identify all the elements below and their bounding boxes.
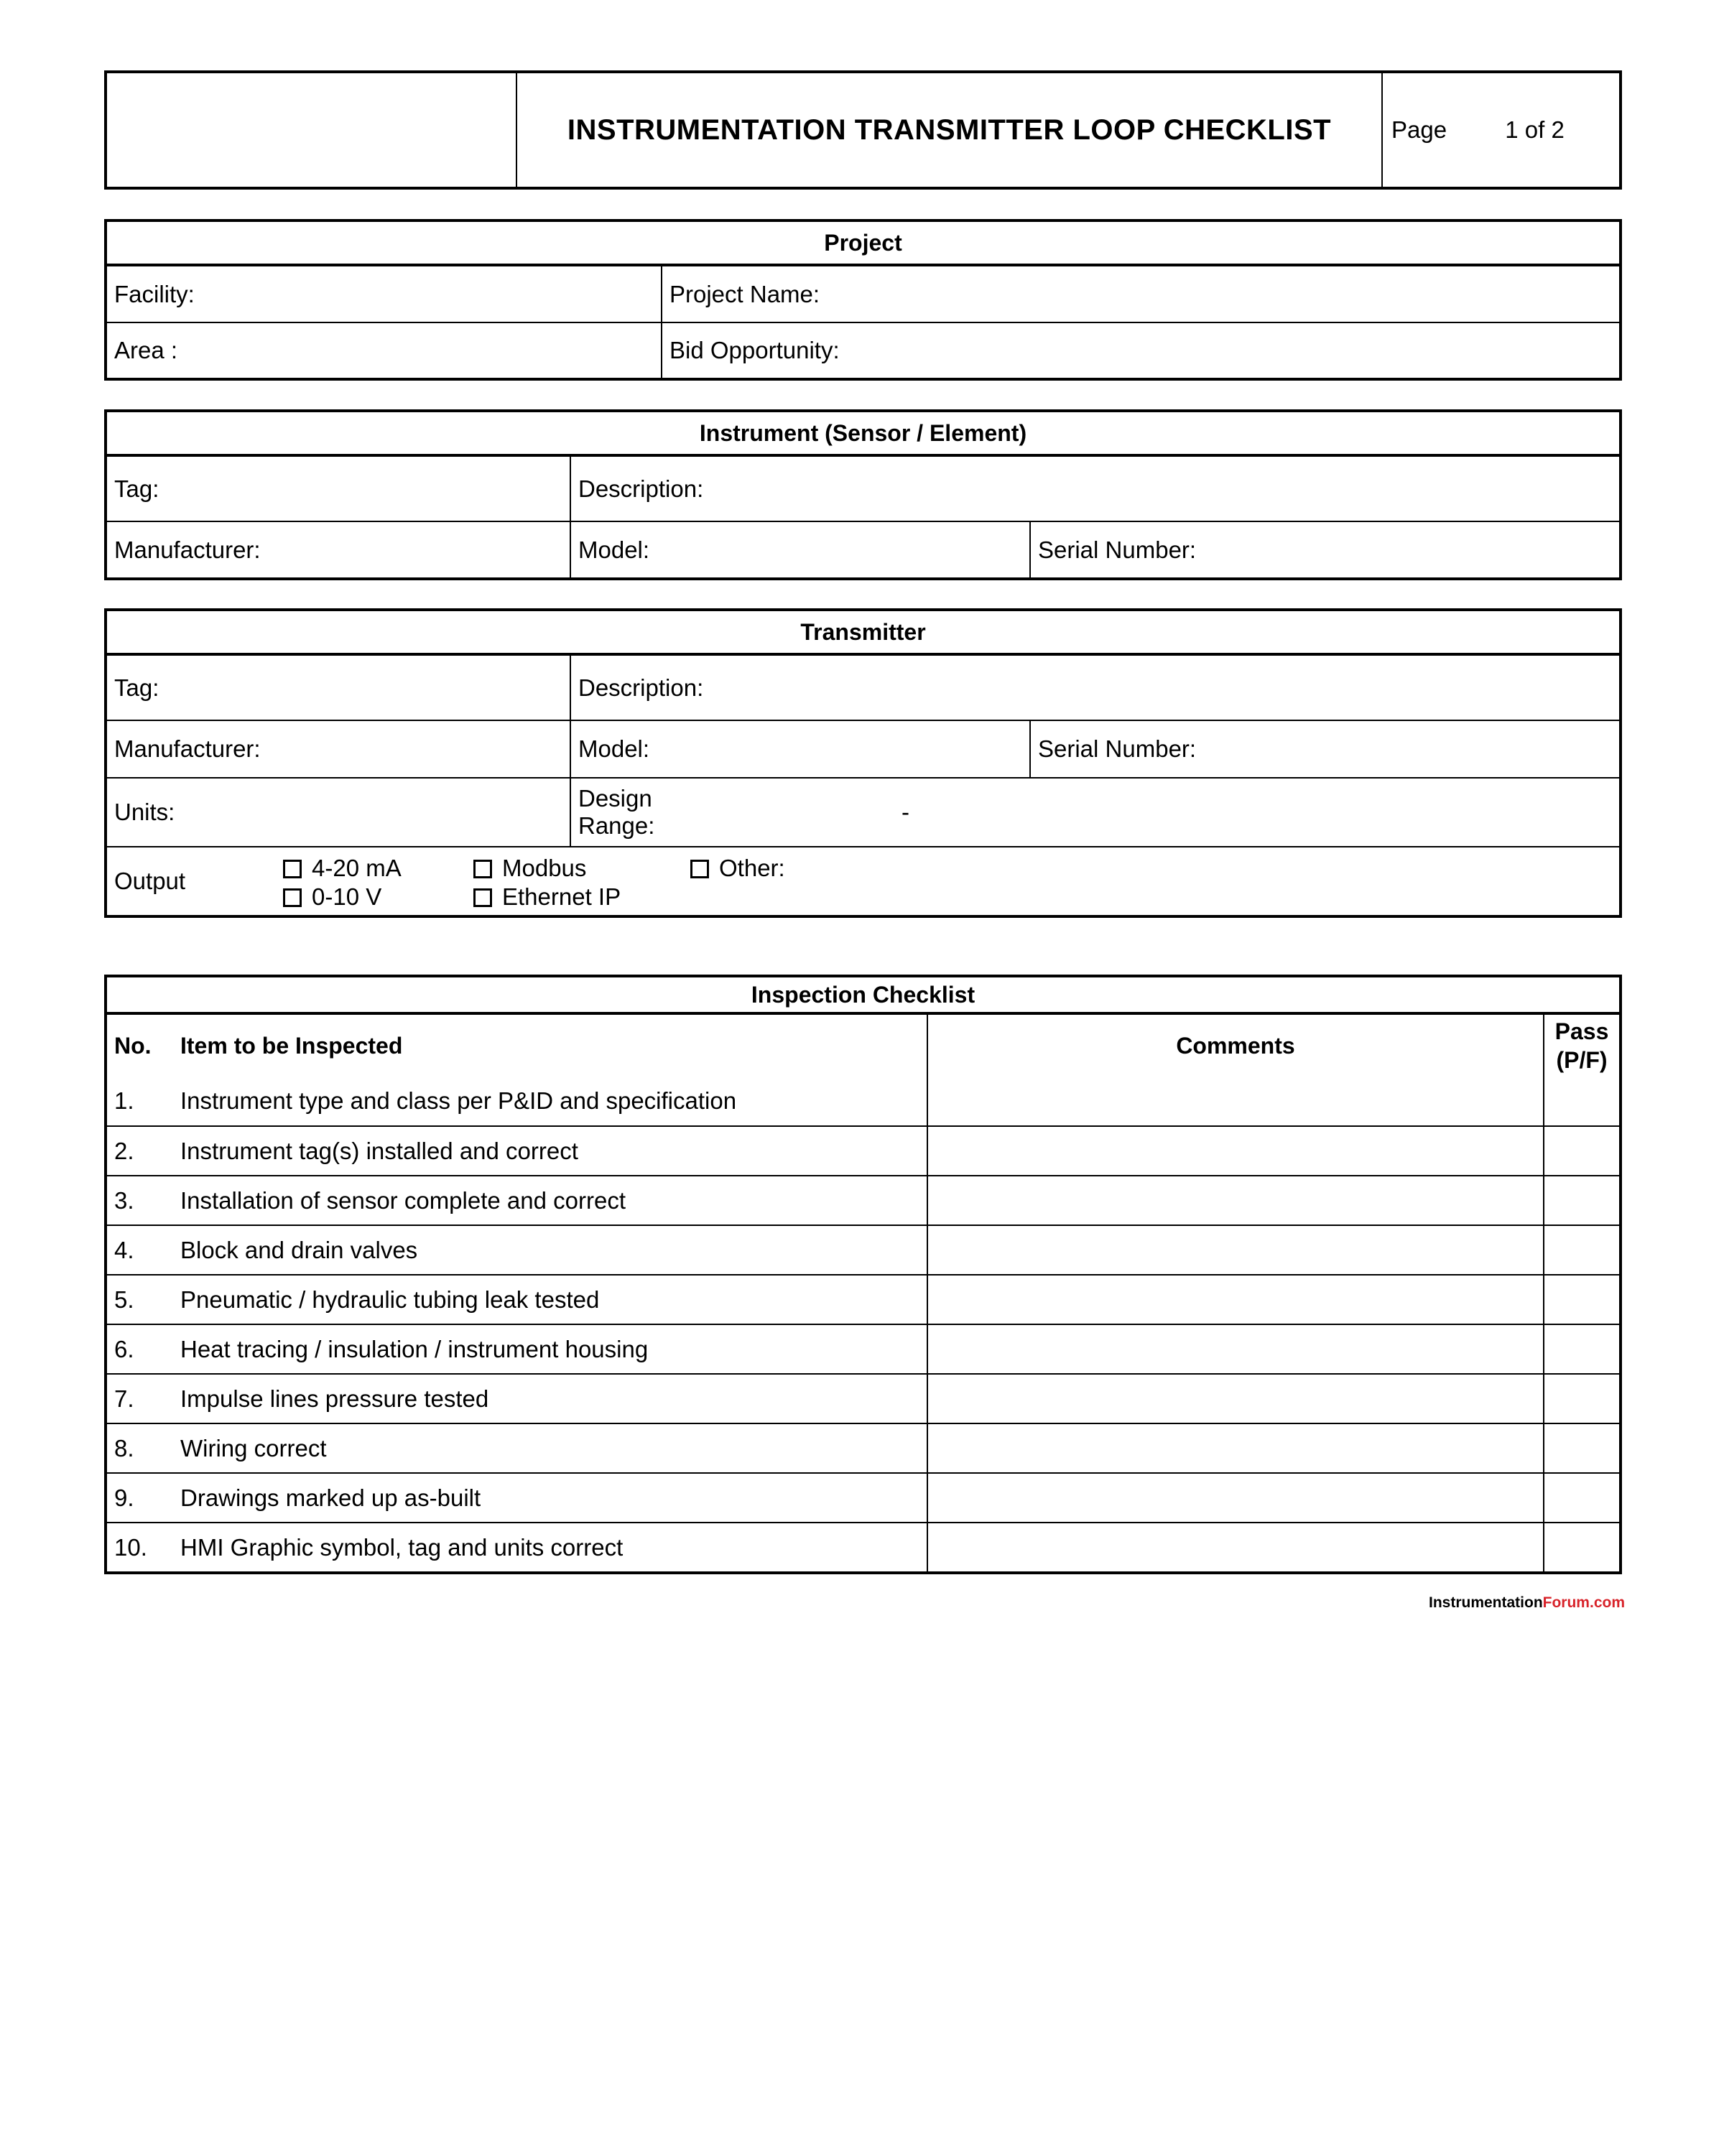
table-row: [107, 1423, 1619, 1473]
col-header-no: No.: [107, 1013, 173, 1077]
row-item: Block and drain valves: [173, 1225, 927, 1275]
units-field[interactable]: Units:: [107, 778, 570, 847]
output-row: [107, 847, 1619, 915]
checkbox-icon[interactable]: [283, 888, 302, 907]
instrument-manufacturer-field[interactable]: Manufacturer:: [107, 521, 570, 577]
inspection-checklist: [104, 975, 1622, 1574]
row-pass-field[interactable]: [1544, 1423, 1619, 1473]
option-label: 4-20 mA: [312, 855, 402, 881]
facility-field[interactable]: Facility:: [107, 265, 662, 322]
option-label: Ethernet IP: [502, 883, 621, 910]
pf-label: (P/F): [1556, 1047, 1608, 1073]
project-heading: Project: [107, 222, 1619, 265]
row-item: HMI Graphic symbol, tag and units correct: [173, 1523, 927, 1572]
option-label: 0-10 V: [312, 883, 382, 910]
design-range-field[interactable]: [570, 778, 1619, 847]
instrument-section: [104, 409, 1622, 580]
table-row: [107, 1275, 1619, 1324]
page-value: 1 of 2: [1505, 116, 1565, 143]
checkbox-icon[interactable]: [690, 860, 709, 878]
row-pass-field[interactable]: [1544, 1126, 1619, 1176]
output-option-other[interactable]: [690, 855, 785, 882]
col-header-comments: Comments: [927, 1013, 1544, 1077]
design-range-label-1: Design: [578, 785, 652, 812]
row-pass-field[interactable]: [1544, 1473, 1619, 1523]
row-pass-field[interactable]: [1544, 1523, 1619, 1572]
option-label: Other:: [719, 855, 785, 881]
table-row: [107, 1473, 1619, 1523]
page-label: Page: [1391, 116, 1447, 143]
transmitter-tag-field[interactable]: Tag:: [107, 654, 570, 720]
document-title: INSTRUMENTATION TRANSMITTER LOOP CHECKLIST: [516, 73, 1382, 187]
instrument-model-field[interactable]: Model:: [570, 521, 1030, 577]
instrument-serial-field[interactable]: Serial Number:: [1030, 521, 1619, 577]
row-pass-field[interactable]: [1544, 1324, 1619, 1374]
checkbox-icon[interactable]: [473, 888, 492, 907]
title-block: [104, 70, 1622, 190]
row-comments-field[interactable]: [927, 1473, 1544, 1523]
col-header-pass: [1544, 1013, 1619, 1077]
row-pass-field[interactable]: [1544, 1374, 1619, 1423]
table-row: [107, 1523, 1619, 1572]
row-number: 6.: [107, 1324, 173, 1374]
row-comments-field[interactable]: [927, 1374, 1544, 1423]
row-number: 3.: [107, 1176, 173, 1225]
row-pass-field[interactable]: [1544, 1077, 1619, 1126]
project-section: [104, 219, 1622, 381]
table-row: [107, 1225, 1619, 1275]
transmitter-serial-field[interactable]: Serial Number:: [1030, 720, 1619, 778]
checklist-heading: Inspection Checklist: [107, 977, 1619, 1013]
table-row: [107, 1176, 1619, 1225]
instrument-description-field[interactable]: Description:: [570, 455, 1619, 521]
row-number: 10.: [107, 1523, 173, 1572]
instrument-tag-field[interactable]: Tag:: [107, 455, 570, 521]
row-number: 1.: [107, 1077, 173, 1126]
row-pass-field[interactable]: [1544, 1176, 1619, 1225]
row-pass-field[interactable]: [1544, 1225, 1619, 1275]
checkbox-icon[interactable]: [283, 860, 302, 878]
row-number: 5.: [107, 1275, 173, 1324]
output-label: Output: [114, 868, 186, 894]
row-comments-field[interactable]: [927, 1225, 1544, 1275]
logo-area: [107, 73, 516, 187]
brand-forum: Forum.com: [1542, 1594, 1625, 1611]
project-name-field[interactable]: Project Name:: [662, 265, 1619, 322]
design-range-label-2: Range:: [578, 812, 655, 839]
row-item: Instrument type and class per P&ID and specification: [173, 1077, 927, 1126]
instrument-heading: Instrument (Sensor / Element): [107, 412, 1619, 455]
row-comments-field[interactable]: [927, 1523, 1544, 1572]
col-header-item: Item to be Inspected: [173, 1013, 927, 1077]
brand-instrumentation: Instrumentation: [1428, 1594, 1543, 1611]
row-comments-field[interactable]: [927, 1176, 1544, 1225]
row-comments-field[interactable]: [927, 1324, 1544, 1374]
row-item: Heat tracing / insulation / instrument housing: [173, 1324, 927, 1374]
row-item: Impulse lines pressure tested: [173, 1374, 927, 1423]
row-number: 9.: [107, 1473, 173, 1523]
output-option-0-10v[interactable]: [283, 883, 381, 911]
option-label: Modbus: [502, 855, 587, 881]
table-row: [107, 1126, 1619, 1176]
row-pass-field[interactable]: [1544, 1275, 1619, 1324]
output-option-4-20ma[interactable]: [283, 855, 402, 882]
row-item: Instrument tag(s) installed and correct: [173, 1126, 927, 1176]
transmitter-manufacturer-field[interactable]: Manufacturer:: [107, 720, 570, 778]
page-indicator: [1382, 73, 1619, 187]
row-comments-field[interactable]: [927, 1077, 1544, 1126]
row-item: Wiring correct: [173, 1423, 927, 1473]
table-row: [107, 1374, 1619, 1423]
row-comments-field[interactable]: [927, 1275, 1544, 1324]
table-row: [107, 1324, 1619, 1374]
transmitter-section: [104, 608, 1622, 918]
checkbox-icon[interactable]: [473, 860, 492, 878]
row-item: Drawings marked up as-built: [173, 1473, 927, 1523]
row-number: 7.: [107, 1374, 173, 1423]
bid-opportunity-field[interactable]: Bid Opportunity:: [662, 322, 1619, 378]
transmitter-description-field[interactable]: Description:: [570, 654, 1619, 720]
transmitter-heading: Transmitter: [107, 611, 1619, 654]
range-separator: -: [902, 799, 909, 825]
row-comments-field[interactable]: [927, 1423, 1544, 1473]
pass-label: Pass: [1554, 1018, 1609, 1044]
output-option-modbus[interactable]: [473, 855, 586, 882]
table-row: [107, 1077, 1619, 1126]
row-number: 2.: [107, 1126, 173, 1176]
row-item: Pneumatic / hydraulic tubing leak tested: [173, 1275, 927, 1324]
transmitter-model-field[interactable]: Model:: [570, 720, 1030, 778]
output-option-ethernet-ip[interactable]: [473, 883, 621, 911]
footer-brand: [1429, 1594, 1625, 1612]
row-number: 4.: [107, 1225, 173, 1275]
row-comments-field[interactable]: [927, 1126, 1544, 1176]
row-number: 8.: [107, 1423, 173, 1473]
row-item: Installation of sensor complete and correct: [173, 1176, 927, 1225]
area-field[interactable]: Area :: [107, 322, 662, 378]
